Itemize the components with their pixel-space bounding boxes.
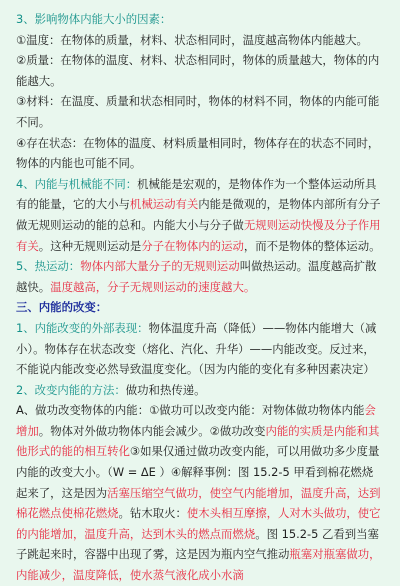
a-text-3: ③如果仅通过做功改变内能，可以用做功多少度量内能的改变大小。（W = ΔE ）④解释事例：图 15.2-5 甲看到棉花燃烧起来了，这是因为 (16, 444, 380, 500)
part-3-sub-2 (16, 380, 384, 401)
sub-2-heading: 2、改变内能的方法： (16, 382, 126, 397)
factor-mass: ②质量：在物体的温度、材料、状态相同时，物体的质量越大，物体的内能越大。 (16, 53, 380, 88)
factor-temperature: ①温度：在物体的质量，材料、状态相同时，温度越高物体内能越大。 (16, 32, 368, 47)
section-4-text-2: 内能是微观的，是物体内部所有分子做无规则运动的能的总和。内能大小与分子做 (16, 197, 381, 232)
a-text-4: 。钻木取火： (118, 506, 187, 521)
section-5-heading: 5、热运动： (16, 259, 81, 274)
a-highlight-1: 会增加 (16, 403, 376, 438)
a-text-5: 。图 15.2-5 乙看到当塞子跳起来时，容器中出现了雾，这是因为瓶内空气推动 (16, 526, 379, 562)
a-highlight-5: 瓶塞对瓶塞做功，内能减少，温度降低，使水蒸气液化成小水滴 (16, 547, 381, 583)
a-highlight-3: 活塞压缩空气做功，使空气内能增加，温度升高，达到棉花燃点使棉花燃烧 (16, 485, 381, 521)
factor-material: ③材料：在温度、质量和状态相同时，物体的材料不同，物体的内能可能不同。 (16, 94, 380, 129)
section-4-text-4: ，而不是物体的整体运动。 (243, 238, 381, 253)
section-4-highlight-2: 无规则运动快慢及分子作用有关 (16, 217, 381, 253)
part-3-a-work (16, 400, 384, 585)
a-text-2: 。物体对外做功物体内能会减少。②做功改变 (38, 423, 266, 438)
section-3 (16, 9, 384, 30)
section-5 (16, 256, 384, 297)
section-4-highlight-3: 分子在物体内的运动 (141, 238, 244, 253)
section-5-highlight-1: 物体内部大量分子的无规则运动 (80, 259, 240, 274)
section-3-heading: 3、影响物体内能大小的因素： (16, 12, 172, 26)
part-3-heading: 三、内能的改变： (16, 300, 108, 315)
section-4-text-3: 。这种无规则运动是 (38, 238, 142, 253)
section-4-highlight-1: 机械运动有关 (129, 197, 199, 212)
section-4-heading: 4、内能与机械能不同： (16, 176, 138, 191)
section-4 (16, 174, 384, 256)
part-3-sub-1 (16, 318, 384, 380)
section-5-highlight-2: 温度越高，分子无规则运动的速度越大。 (50, 279, 256, 294)
sub-1-heading: 1、内能改变的外部表现： (16, 320, 149, 335)
sub-1-text: 物体温度升高（降低）——物体内能增大（减小）。物体存在状态改变（熔化、汽化、升华）——内能改变。反过来，不能说内能改变必然导致温度变化。（因为内能的变化有多种因素决定） (16, 320, 377, 377)
a-text-1: A、做功改变物体的内能：①做功可以改变内能：对物体做功物体内能 (16, 403, 365, 418)
section-4-text-1: 机械能是宏观的，是物体作为一个整体运动所具有的能量，它的大小与 (16, 176, 377, 212)
a-highlight-4: 使木头相互摩擦，人对木头做功，使它的内能增加，温度升高，达到木头的燃点而燃烧 (16, 506, 381, 541)
factor-state: ④存在状态：在物体的温度、材料质量相同时，物体存在的状态不同时，物体的内能也可能不同。 (16, 135, 380, 171)
section-5-text-1: 叫做热运动。温度越高扩散越快。 (16, 259, 377, 294)
sub-2-text: 做功和热传递。 (125, 382, 206, 397)
a-highlight-2: 内能的实质是内能和其他形式的能的相互转化 (16, 423, 380, 459)
